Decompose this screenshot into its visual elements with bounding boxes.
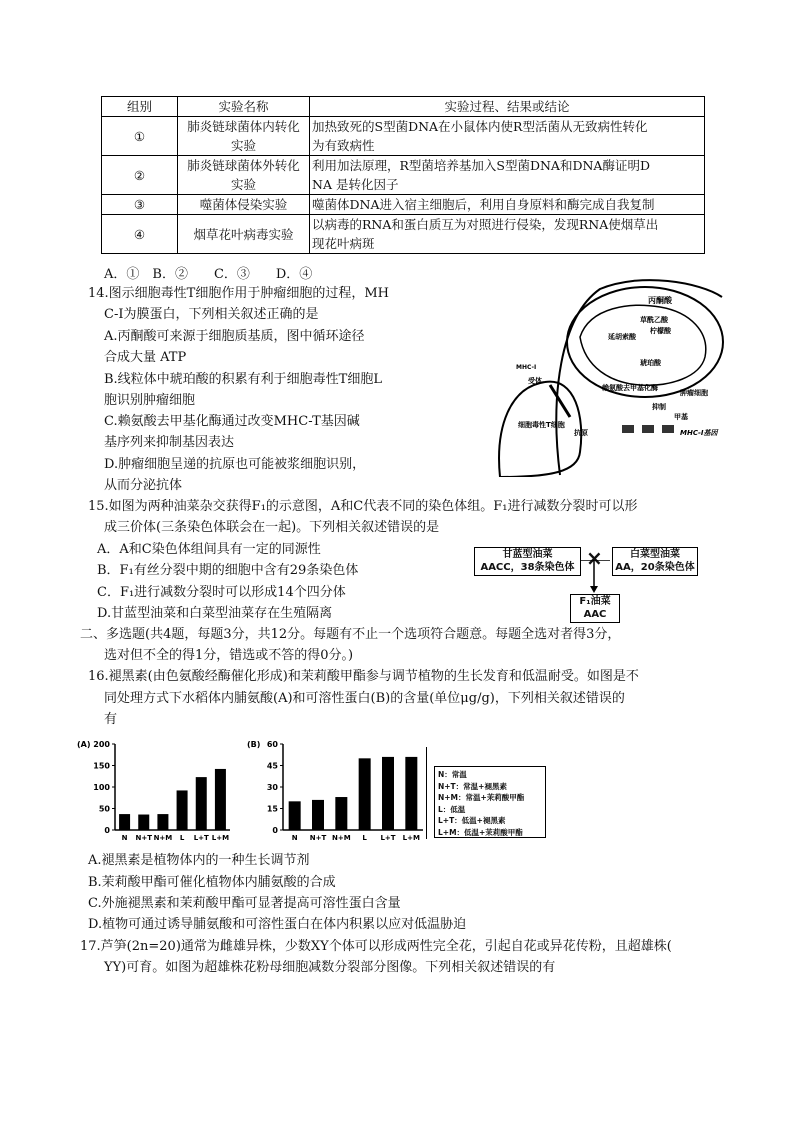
bar xyxy=(177,790,188,830)
row-number: ③ xyxy=(102,195,178,215)
chart-legend xyxy=(434,766,546,838)
y-tick-label: 15 xyxy=(266,804,278,814)
y-tick-label: 0 xyxy=(272,826,278,835)
q14-option-d-cont: 从而分泌抗体 xyxy=(104,478,183,493)
y-tick-label: 100 xyxy=(93,783,110,792)
x-tick-label: N+T xyxy=(135,834,152,842)
name-line: 烟草花叶病毒实验 xyxy=(193,226,294,242)
table-row xyxy=(102,117,705,156)
desc-line: 现花叶病斑 xyxy=(312,236,375,251)
chromatin-block xyxy=(622,425,634,433)
experiment-name xyxy=(178,156,310,195)
table-row xyxy=(102,215,705,254)
legend-item: L+M：低温+茉莉酸甲酯 xyxy=(438,827,523,837)
label-tumor-cell: 肿瘤细胞 xyxy=(680,389,708,397)
box-line: AA，20条染色体 xyxy=(615,562,695,573)
name-line: 实验 xyxy=(230,138,256,153)
x-tick-label: N xyxy=(291,834,298,842)
label-mhc: MHC-I xyxy=(516,364,537,371)
label-fumarate: 延胡索酸 xyxy=(608,333,636,341)
y-tick-label: 50 xyxy=(98,804,110,814)
section2-heading: 二、多选题(共4题，每题3分，共12分。每题有不止一个选项符合题意。每题全选对者得3分， xyxy=(80,627,621,642)
chart-a xyxy=(75,733,235,848)
desc-line: 利用加法原理，R型菌培养基加入S型菌DNA和DNA酶证明D xyxy=(312,158,650,173)
y-tick-label: 0 xyxy=(104,826,110,835)
table-header-cell: 实验名称 xyxy=(178,97,310,117)
row-number: ④ xyxy=(102,215,178,254)
q17-stem-line: 17.芦笋(2n=20)通常为雌雄异株，少数XY个体可以形成两性完全花，引起自花或异花传粉，且超雄株( xyxy=(80,939,672,954)
q14-option-a: A.丙酮酸可来源于细胞质基质，图中循环途径 xyxy=(104,329,365,344)
q15-option-b: B．F₁有丝分裂中期的细胞中含有29条染色体 xyxy=(97,563,359,578)
legend-item: N+M：常温+茉莉酸甲酯 xyxy=(438,793,525,802)
label-antigen: 抗原 xyxy=(574,429,588,437)
label-oxaloacetate: 草酰乙酸 xyxy=(640,316,668,324)
bar xyxy=(405,757,417,830)
chart-b xyxy=(245,733,425,848)
desc-line: 以病毒的RNA和蛋白质互为对照进行侵染，发现RNA使烟草出 xyxy=(312,217,659,232)
bar xyxy=(359,758,371,830)
q16-option-d: D.植物可通过诱导脯氨酸和可溶性蛋白在体内积累以应对低温胁迫 xyxy=(88,917,467,932)
label-mhc-gene: MHC-I基因 xyxy=(680,429,718,437)
bar xyxy=(157,814,168,830)
x-tick-label: L xyxy=(362,834,367,842)
x-tick-label: L xyxy=(179,834,185,842)
experiment-desc xyxy=(310,215,705,254)
q16-option-c: C.外施褪黑素和茉莉酸甲酯可显著提高可溶性蛋白含量 xyxy=(88,896,401,911)
box-line: AAC xyxy=(583,609,607,620)
box-line: 白菜型油菜 xyxy=(630,549,680,560)
experiment-desc xyxy=(310,195,705,215)
q16-option-b: B.茉莉酸甲酯可催化植物体内脯氨酸的合成 xyxy=(88,875,336,890)
experiment-name xyxy=(178,195,310,215)
box-line: AACC，38条染色体 xyxy=(480,562,575,573)
label-receptor: 受体 xyxy=(528,377,542,385)
q14-cell-diagram xyxy=(490,277,725,477)
q15-option-c: C．F₁进行减数分裂时可以形成14个四分体 xyxy=(97,585,346,600)
q14-option-b: B.线粒体中琥珀酸的积累有利于细胞毒性T细胞L xyxy=(104,372,382,387)
q16-stem-line: 同处理方式下水稻体内脯氨酸(A)和可溶性蛋白(B)的含量(单位μg/g)，下列相关叙述错误的 xyxy=(104,691,625,706)
legend-item: N+T：常温+褪黑素 xyxy=(438,781,507,791)
bar xyxy=(382,757,394,830)
x-tick-label: N+M xyxy=(331,834,351,842)
q15-stem-line: 15.如图为两种油菜杂交获得F₁的示意图，A和C代表不同的染色体组。F₁进行减数分裂时可以形 xyxy=(88,499,638,514)
bar xyxy=(289,801,301,830)
q14-stem-line: 14.图示细胞毒性T细胞作用于肿瘤细胞的过程，MH xyxy=(88,286,389,301)
label-kdm: 赖氨酸去甲基化酶 xyxy=(602,384,658,392)
chromatin-block xyxy=(662,425,674,433)
parent-box-left xyxy=(474,547,581,576)
q13-options: A．① B．② C．③ D．④ xyxy=(104,267,313,282)
table-header-cell: 实验过程、结果或结论 xyxy=(310,97,705,117)
y-tick-label: 45 xyxy=(266,761,278,771)
q13-table xyxy=(101,96,705,254)
label-inhibit: 抑制 xyxy=(652,403,666,411)
label-methyl: 甲基 xyxy=(674,413,688,421)
cross-symbol: × xyxy=(586,546,603,570)
q14-option-c: C.赖氨酸去甲基化酶通过改变MHC-T基因碱 xyxy=(104,414,360,429)
label-ctl: 细胞毒性T细胞 xyxy=(518,421,565,429)
q17-stem-line: YY)可育。如图为超雄株花粉母细胞减数分裂部分图像。下列相关叙述错误的有 xyxy=(104,960,556,975)
q14-option-a-cont: 合成大量 ATP xyxy=(104,350,187,365)
chart-a-title: (A) xyxy=(77,740,91,749)
table-header-cell: 组别 xyxy=(102,97,178,117)
cross-arrow xyxy=(575,560,635,595)
bar xyxy=(215,769,226,830)
name-line: 噬菌体侵染实验 xyxy=(199,197,288,212)
x-tick-label: N+M xyxy=(153,834,173,842)
q15-option-d: D.甘蓝型油菜和白菜型油菜存在生殖隔离 xyxy=(97,606,333,621)
q14-option-b-cont: 胞识别肿瘤细胞 xyxy=(104,393,196,408)
y-tick-label: 60 xyxy=(266,740,278,749)
bar xyxy=(196,777,207,830)
q15-option-a: A．A和C染色体组间具有一定的同源性 xyxy=(97,542,321,557)
desc-line: NA 是转化因子 xyxy=(312,177,399,192)
bar xyxy=(335,797,347,830)
table-row xyxy=(102,156,705,195)
experiment-desc xyxy=(310,156,705,195)
mitochondrion-outer xyxy=(567,287,723,397)
table-row xyxy=(102,195,705,215)
x-tick-label: L+M xyxy=(211,834,230,842)
q14-option-d: D.肿瘤细胞呈递的抗原也可能被浆细胞识别， xyxy=(104,457,366,472)
name-line: 实验 xyxy=(230,177,256,192)
legend-item: L：低温 xyxy=(438,804,466,814)
q16-option-a: A.褪黑素是植物体内的一种生长调节剂 xyxy=(88,853,310,868)
name-line: 肺炎链球菌体内转化 xyxy=(187,119,300,134)
x-tick-label: N xyxy=(121,834,128,842)
x-tick-label: L+M xyxy=(402,834,420,842)
x-tick-label: L+T xyxy=(380,834,396,842)
experiment-name xyxy=(178,215,310,254)
desc-line: 加热致死的S型菌DNA在小鼠体内使R型活菌从无致病性转化 xyxy=(312,119,648,134)
box-line: F₁油菜 xyxy=(579,596,611,607)
name-line: 肺炎链球菌体外转化 xyxy=(187,158,300,173)
label-pyruvate: 丙酮酸 xyxy=(648,296,672,305)
section2-heading-cont: 选对但不全的得1分，错选或不答的得0分。) xyxy=(104,648,354,663)
q14-option-c-cont: 基序列来抑制基因表达 xyxy=(104,435,235,450)
x-tick-label: N+T xyxy=(309,834,327,842)
bar xyxy=(312,800,324,830)
q14-stem-line: C-I为膜蛋白，下列相关叙述正确的是 xyxy=(104,307,319,322)
bar xyxy=(119,814,130,830)
chart-b-title: (B) xyxy=(247,740,261,749)
label-succinate: 琥珀酸 xyxy=(640,359,661,367)
x-tick-label: L+T xyxy=(193,834,209,842)
y-tick-label: 150 xyxy=(93,761,110,771)
bar xyxy=(138,815,149,830)
box-line: 甘蓝型油菜 xyxy=(502,549,553,560)
q15-stem-line: 成三价体(三条染色体联会在一起)。下列相关叙述错误的是 xyxy=(104,520,440,535)
y-tick-label: 200 xyxy=(93,740,110,749)
t-cell-membrane xyxy=(499,382,581,477)
table-header-row xyxy=(102,97,705,117)
experiment-name xyxy=(178,117,310,156)
y-tick-label: 30 xyxy=(266,783,278,792)
f1-box xyxy=(570,594,620,623)
legend-bracket xyxy=(426,747,431,839)
q16-stem-line: 有 xyxy=(104,712,118,727)
row-number: ① xyxy=(102,117,178,156)
chromatin-block xyxy=(642,425,654,433)
row-number: ② xyxy=(102,156,178,195)
q16-stem-line: 16.褪黑素(由色氨酸经酶催化形成)和茉莉酸甲酯参与调节植物的生长发育和低温耐受。如图是不 xyxy=(88,669,639,684)
legend-item: N：常温 xyxy=(438,770,467,779)
desc-line: 噬菌体DNA进入宿主细胞后，利用自身原料和酶完成自我复制 xyxy=(312,197,655,212)
label-citrate: 柠檬酸 xyxy=(650,327,671,335)
legend-item: L+T：低温+褪黑素 xyxy=(438,816,506,825)
experiment-desc xyxy=(310,117,705,156)
desc-line: 为有致病性 xyxy=(312,138,375,153)
